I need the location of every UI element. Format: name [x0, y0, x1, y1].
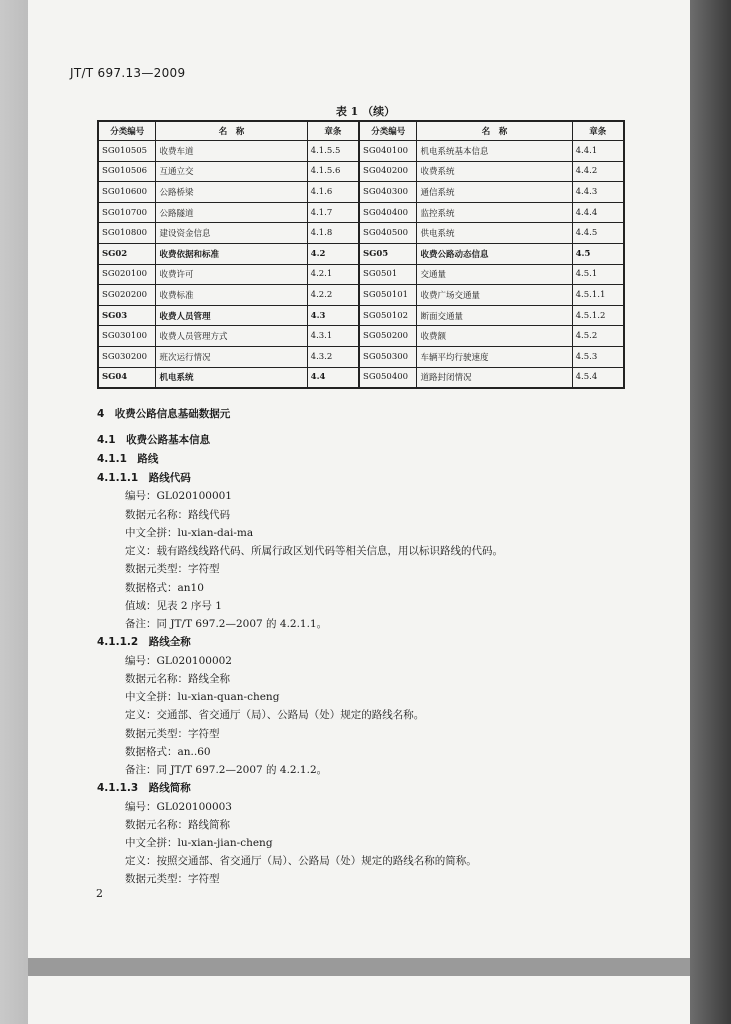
cell-name: 公路桥梁 — [156, 182, 307, 203]
cell-clause: 4.4.5 — [572, 223, 624, 244]
cell-clause: 4.5.1.2 — [572, 305, 624, 326]
header-code-2: 分类编号 — [359, 121, 417, 141]
cell-code: SG0501 — [359, 264, 417, 285]
section-heading-4-1: 4.1 收费公路基本信息 — [97, 434, 211, 446]
cell-clause: 4.2 — [307, 243, 359, 264]
document-code: JT/T 697.13—2009 — [70, 66, 186, 80]
header-clause-1: 章条 — [307, 121, 359, 141]
field-line: 编号：GL020100003 — [125, 801, 232, 813]
cell-clause: 4.1.7 — [307, 202, 359, 223]
table-row — [98, 367, 624, 388]
table-row — [98, 202, 624, 223]
section-heading-4-1-1-1: 4.1.1.1 路线代码 — [97, 472, 191, 484]
cell-code: SG040500 — [359, 223, 417, 244]
field-line: 中文全拼：lu-xian-quan-cheng — [125, 691, 280, 703]
cell-code: SG050102 — [359, 305, 417, 326]
cell-code: SG040300 — [359, 182, 417, 203]
table-row — [98, 161, 624, 182]
field-line: 编号：GL020100001 — [125, 490, 232, 502]
cell-name: 收费人员管理方式 — [156, 326, 307, 347]
field-line: 数据格式：an10 — [125, 582, 204, 594]
cell-code: SG010800 — [98, 223, 156, 244]
cell-clause: 4.4 — [307, 367, 359, 388]
cell-code: SG010700 — [98, 202, 156, 223]
cell-code: SG010600 — [98, 182, 156, 203]
cell-name: 断面交通量 — [417, 305, 572, 326]
cell-clause: 4.1.8 — [307, 223, 359, 244]
table-row — [98, 264, 624, 285]
cell-name: 监控系统 — [417, 202, 572, 223]
scan-left-margin — [0, 0, 28, 1024]
cell-name: 收费依据和标准 — [156, 243, 307, 264]
cell-code: SG03 — [98, 305, 156, 326]
cell-clause: 4.1.5.6 — [307, 161, 359, 182]
cell-name: 建设资金信息 — [156, 223, 307, 244]
cell-name: 机电系统 — [156, 367, 307, 388]
field-line: 定义：交通部、省交通厅（局）、公路局（处）规定的路线名称。 — [125, 709, 425, 721]
field-line: 数据元类型：字符型 — [125, 563, 220, 575]
field-line: 定义：载有路线线路代码、所属行政区划代码等相关信息，用以标识路线的代码。 — [125, 545, 503, 557]
field-line: 数据元名称：路线简称 — [125, 819, 230, 831]
cell-name: 通信系统 — [417, 182, 572, 203]
table-row — [98, 326, 624, 347]
table-row — [98, 285, 624, 306]
cell-code: SG010505 — [98, 141, 156, 162]
section-heading-4: 4 收费公路信息基础数据元 — [97, 408, 231, 420]
cell-clause: 4.4.4 — [572, 202, 624, 223]
cell-clause: 4.4.2 — [572, 161, 624, 182]
cell-name: 供电系统 — [417, 223, 572, 244]
cell-clause: 4.5.4 — [572, 367, 624, 388]
cell-name: 收费系统 — [417, 161, 572, 182]
field-line: 定义：按照交通部、省交通厅（局）、公路局（处）规定的路线名称的简称。 — [125, 855, 477, 867]
cell-name: 收费额 — [417, 326, 572, 347]
cell-clause: 4.5.1.1 — [572, 285, 624, 306]
cell-code: SG020200 — [98, 285, 156, 306]
header-code-1: 分类编号 — [98, 121, 156, 141]
table-row — [98, 243, 624, 264]
cell-code: SG040400 — [359, 202, 417, 223]
field-line: 数据元名称：路线代码 — [125, 509, 230, 521]
cell-name: 机电系统基本信息 — [417, 141, 572, 162]
cell-code: SG050300 — [359, 346, 417, 367]
cell-clause: 4.4.1 — [572, 141, 624, 162]
cell-clause: 4.5 — [572, 243, 624, 264]
header-name-1: 名 称 — [156, 121, 307, 141]
cell-clause: 4.2.2 — [307, 285, 359, 306]
cell-code: SG040100 — [359, 141, 417, 162]
field-line: 中文全拼：lu-xian-jian-cheng — [125, 837, 273, 849]
table-caption: 表 1 （续） — [335, 105, 396, 118]
cell-clause: 4.3.2 — [307, 346, 359, 367]
field-line: 数据格式：an..60 — [125, 746, 211, 758]
cell-code: SG02 — [98, 243, 156, 264]
cell-name: 收费标准 — [156, 285, 307, 306]
cell-name: 收费车道 — [156, 141, 307, 162]
table-row — [98, 141, 624, 162]
section-heading-4-1-1: 4.1.1 路线 — [97, 453, 159, 465]
cell-clause: 4.5.2 — [572, 326, 624, 347]
cell-name: 道路封闭情况 — [417, 367, 572, 388]
cell-name: 收费人员管理 — [156, 305, 307, 326]
cell-clause: 4.4.3 — [572, 182, 624, 203]
field-line: 备注：同 JT/T 697.2—2007 的 4.2.1.1。 — [125, 618, 328, 630]
cell-code: SG050200 — [359, 326, 417, 347]
cell-code: SG050400 — [359, 367, 417, 388]
table-row — [98, 223, 624, 244]
classification-table — [97, 120, 625, 389]
cell-code: SG030100 — [98, 326, 156, 347]
field-line: 编号：GL020100002 — [125, 655, 232, 667]
cell-name: 收费公路动态信息 — [417, 243, 572, 264]
cell-name: 互通立交 — [156, 161, 307, 182]
field-line: 备注：同 JT/T 697.2—2007 的 4.2.1.2。 — [125, 764, 328, 776]
cell-code: SG020100 — [98, 264, 156, 285]
cell-name: 班次运行情况 — [156, 346, 307, 367]
cell-code: SG010506 — [98, 161, 156, 182]
field-line: 值域：见表 2 序号 1 — [125, 600, 222, 612]
cell-name: 公路隧道 — [156, 202, 307, 223]
table-row — [98, 182, 624, 203]
cell-clause: 4.1.5.5 — [307, 141, 359, 162]
cell-name: 车辆平均行驶速度 — [417, 346, 572, 367]
field-line: 数据元类型：字符型 — [125, 873, 220, 885]
cell-code: SG05 — [359, 243, 417, 264]
header-name-2: 名 称 — [417, 121, 572, 141]
table-row — [98, 305, 624, 326]
cell-clause: 4.1.6 — [307, 182, 359, 203]
cell-clause: 4.5.1 — [572, 264, 624, 285]
cell-clause: 4.3.1 — [307, 326, 359, 347]
table-header-row — [98, 121, 624, 141]
cell-code: SG050101 — [359, 285, 417, 306]
field-line: 中文全拼：lu-xian-dai-ma — [125, 527, 254, 539]
cell-clause: 4.3 — [307, 305, 359, 326]
cell-code: SG040200 — [359, 161, 417, 182]
cell-name: 收费许可 — [156, 264, 307, 285]
cell-clause: 4.2.1 — [307, 264, 359, 285]
header-clause-2: 章条 — [572, 121, 624, 141]
page-number: 2 — [96, 887, 103, 900]
section-heading-4-1-1-2: 4.1.1.2 路线全称 — [97, 636, 191, 648]
section-heading-4-1-1-3: 4.1.1.3 路线简称 — [97, 782, 191, 794]
cell-name: 收费广场交通量 — [417, 285, 572, 306]
next-page-edge — [28, 976, 690, 1024]
cell-name: 交通量 — [417, 264, 572, 285]
cell-clause: 4.5.3 — [572, 346, 624, 367]
field-line: 数据元名称：路线全称 — [125, 673, 230, 685]
cell-code: SG04 — [98, 367, 156, 388]
scan-right-margin — [690, 0, 731, 1024]
table-row — [98, 346, 624, 367]
field-line: 数据元类型：字符型 — [125, 728, 220, 740]
cell-code: SG030200 — [98, 346, 156, 367]
